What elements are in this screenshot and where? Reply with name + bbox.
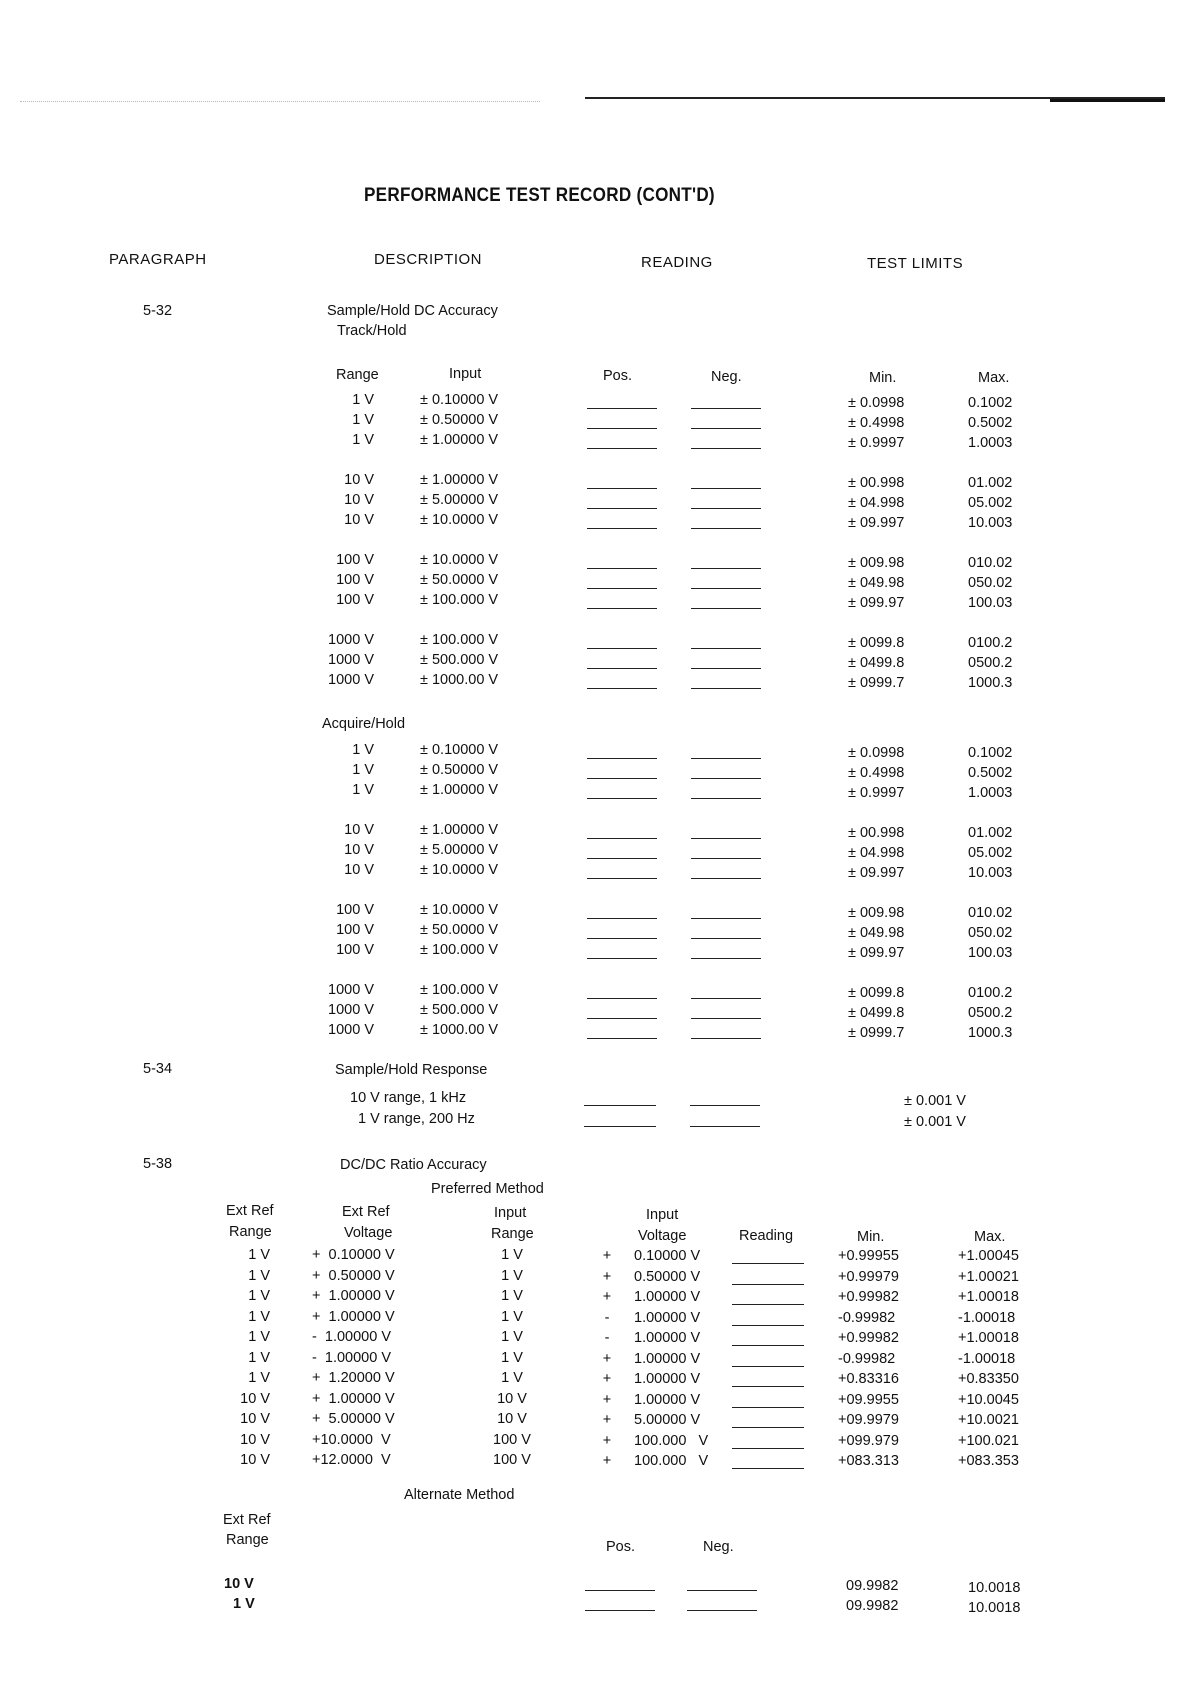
- input-cell: ± 1.00000 V: [420, 822, 499, 838]
- max-limit-cell: +100.021: [958, 1432, 1019, 1449]
- max-limit-cell: 0.5002: [968, 765, 1013, 781]
- range-cell: 1000 V: [328, 652, 374, 668]
- max-limit-cell: 01.002: [968, 475, 1013, 491]
- range-cell: 100 V: [336, 942, 374, 958]
- reading-blank[interactable]: [732, 1284, 804, 1285]
- response-label: 10 V range, 1 kHz: [350, 1090, 467, 1106]
- extref-range-cell: 1 V: [248, 1267, 270, 1284]
- col-header-description: DESCRIPTION: [374, 251, 483, 268]
- range-cell: 1000 V: [328, 1002, 374, 1018]
- input-cell: ± 1000.00 V: [420, 1022, 499, 1038]
- reading-blank[interactable]: [732, 1386, 804, 1387]
- range-cell: 1 V: [352, 412, 374, 428]
- min-limit-cell: +099.979: [838, 1432, 899, 1449]
- min-limit-cell: ± 099.97: [848, 945, 905, 961]
- min-limit-cell: +0.99979: [838, 1268, 899, 1285]
- input-cell: ± 100.000 V: [420, 942, 499, 958]
- neg-reading-blank[interactable]: [687, 1610, 757, 1611]
- pos-reading-blank[interactable]: [587, 998, 657, 999]
- method-title: Alternate Method: [404, 1487, 515, 1503]
- extref-voltage-cell: + 5.00000 V: [312, 1411, 395, 1427]
- neg-reading-blank[interactable]: [691, 568, 761, 569]
- max-limit-cell: 0500.2: [968, 655, 1013, 671]
- max-limit-cell: 050.02: [968, 575, 1013, 591]
- neg-reading-blank[interactable]: [691, 508, 761, 509]
- pos-reading-blank[interactable]: [587, 798, 657, 799]
- input-voltage-cell: 100.000 V: [634, 1453, 709, 1469]
- extref-voltage-cell: + 0.10000 V: [312, 1247, 395, 1263]
- max-limit-cell: 100.03: [968, 595, 1013, 611]
- extref-voltage-cell: - 1.00000 V: [312, 1329, 391, 1345]
- input-cell: ± 0.50000 V: [420, 762, 499, 778]
- max-limit-cell: 05.002: [968, 495, 1013, 511]
- input-voltage-cell: 1.00000 V: [634, 1309, 701, 1326]
- min-limit-cell: +0.83316: [838, 1371, 899, 1387]
- input-range-cell: 1 V: [501, 1308, 523, 1325]
- reading-blank[interactable]: [732, 1345, 804, 1346]
- extref-range-cell: 10 V: [240, 1452, 270, 1468]
- pos-reading-blank[interactable]: [587, 858, 657, 859]
- max-limit-cell: 100.03: [968, 945, 1013, 961]
- extref-range-cell: 1 V: [248, 1288, 270, 1304]
- neg-reading-blank[interactable]: [691, 878, 761, 879]
- max-limit-cell: +1.00018: [958, 1330, 1019, 1346]
- max-limit-cell: 10.003: [968, 865, 1013, 881]
- max-limit-cell: +1.00018: [958, 1289, 1019, 1305]
- paragraph-number: 5-32: [143, 303, 173, 319]
- min-limit-cell: 09.9982: [846, 1578, 899, 1594]
- col-extref-voltage: Ext Ref: [342, 1204, 390, 1220]
- neg-reading-blank[interactable]: [691, 1018, 761, 1019]
- min-limit-cell: ± 0099.8: [848, 985, 905, 1001]
- input-sign-cell: +: [602, 1412, 612, 1428]
- min-limit-cell: ± 099.97: [848, 595, 905, 611]
- col-header-reading: READING: [641, 254, 713, 271]
- input-voltage-cell: 5.00000 V: [634, 1412, 701, 1428]
- pos-reading-blank[interactable]: [587, 588, 657, 589]
- input-cell: ± 100.000 V: [420, 982, 499, 998]
- pos-reading-blank[interactable]: [584, 1105, 656, 1106]
- min-limit-cell: +09.9955: [838, 1391, 899, 1408]
- min-limit-cell: -0.99982: [838, 1309, 896, 1326]
- max-limit-cell: -1.00018: [958, 1350, 1016, 1367]
- input-voltage-cell: 1.00000 V: [634, 1391, 701, 1408]
- neg-reading-blank[interactable]: [691, 938, 761, 939]
- input-range-cell: 1 V: [501, 1267, 523, 1284]
- scan-noise: [20, 101, 540, 102]
- input-cell: ± 10.0000 V: [420, 902, 499, 918]
- col-range: Range: [336, 367, 379, 383]
- pos-reading-blank[interactable]: [587, 958, 657, 959]
- input-voltage-cell: 1.00000 V: [634, 1371, 701, 1387]
- range-cell: 100 V: [336, 592, 374, 608]
- range-cell: 1 V: [352, 432, 374, 448]
- min-limit-cell: ± 09.997: [848, 865, 905, 881]
- pos-reading-blank[interactable]: [585, 1610, 655, 1611]
- section-title: Sample/Hold DC Accuracy: [327, 303, 498, 319]
- reading-blank[interactable]: [732, 1407, 804, 1408]
- range-cell: 1000 V: [328, 1022, 374, 1038]
- col-max: Max.: [978, 370, 1010, 386]
- page-title: PERFORMANCE TEST RECORD (CONT'D): [364, 185, 715, 206]
- min-limit-cell: +0.99982: [838, 1330, 899, 1346]
- neg-reading-blank[interactable]: [690, 1126, 760, 1127]
- max-limit-cell: 1000.3: [968, 675, 1013, 691]
- max-limit-cell: 10.0018: [968, 1600, 1021, 1616]
- input-range-cell: 100 V: [493, 1431, 531, 1448]
- input-cell: ± 5.00000 V: [420, 492, 499, 508]
- min-limit-cell: ± 009.98: [848, 555, 905, 571]
- reading-blank[interactable]: [732, 1304, 804, 1305]
- pos-reading-blank[interactable]: [587, 508, 657, 509]
- input-sign-cell: +: [602, 1268, 612, 1285]
- min-limit-cell: ± 0999.7: [848, 1025, 905, 1041]
- input-voltage-cell: 1.00000 V: [634, 1350, 701, 1367]
- extref-range-cell: 10 V: [240, 1431, 270, 1448]
- min-limit-cell: ± 0099.8: [848, 635, 905, 651]
- min-limit-cell: ± 0.0998: [848, 395, 905, 411]
- input-range-cell: 1 V: [501, 1247, 523, 1263]
- input-sign-cell: +: [602, 1371, 612, 1387]
- neg-reading-blank[interactable]: [691, 778, 761, 779]
- limit-cell: ± 0.001 V: [904, 1093, 966, 1109]
- input-range-cell: 100 V: [493, 1452, 531, 1468]
- col-pos: Pos.: [606, 1539, 636, 1555]
- neg-reading-blank[interactable]: [691, 758, 761, 759]
- min-limit-cell: ± 0.9997: [848, 785, 905, 801]
- input-voltage-cell: 0.10000 V: [634, 1248, 701, 1264]
- limit-cell: ± 0.001 V: [904, 1114, 966, 1130]
- input-cell: ± 1.00000 V: [420, 432, 499, 448]
- extref-voltage-cell: + 1.00000 V: [312, 1390, 395, 1407]
- pos-reading-blank[interactable]: [587, 838, 657, 839]
- pos-reading-blank[interactable]: [587, 1018, 657, 1019]
- max-limit-cell: 0100.2: [968, 985, 1013, 1001]
- max-limit-cell: 1.0003: [968, 785, 1013, 801]
- max-limit-cell: 0.1002: [968, 395, 1013, 411]
- col-neg: Neg.: [711, 369, 742, 385]
- range-cell: 10 V: [344, 842, 374, 858]
- max-limit-cell: 0500.2: [968, 1005, 1013, 1021]
- pos-reading-blank[interactable]: [587, 448, 657, 449]
- reading-blank[interactable]: [732, 1468, 804, 1469]
- range-cell: 1000 V: [328, 982, 374, 998]
- neg-reading-blank[interactable]: [691, 448, 761, 449]
- pos-reading-blank[interactable]: [587, 648, 657, 649]
- input-range-cell: 1 V: [501, 1349, 523, 1366]
- range-cell: 10 V: [344, 862, 374, 878]
- input-range-cell: 1 V: [501, 1288, 523, 1304]
- neg-reading-blank[interactable]: [691, 488, 761, 489]
- input-cell: ± 50.0000 V: [420, 572, 499, 588]
- extref-range-cell: 1 V: [248, 1370, 270, 1386]
- extref-range-cell: 1 V: [248, 1247, 270, 1263]
- col-extref-range: Range: [229, 1224, 272, 1240]
- range-cell: 1 V: [352, 392, 374, 408]
- input-cell: ± 1000.00 V: [420, 672, 499, 688]
- extref-range-cell: 1 V: [248, 1349, 270, 1366]
- input-cell: ± 50.0000 V: [420, 922, 499, 938]
- extref-range-cell: 10 V: [240, 1390, 270, 1407]
- paragraph-number: 5-34: [143, 1061, 173, 1077]
- neg-reading-blank[interactable]: [691, 1038, 761, 1039]
- max-limit-cell: 010.02: [968, 905, 1013, 921]
- input-cell: ± 10.0000 V: [420, 862, 499, 878]
- input-sign-cell: +: [602, 1391, 612, 1408]
- max-limit-cell: +10.0021: [958, 1412, 1019, 1428]
- min-limit-cell: ± 0499.8: [848, 655, 905, 671]
- min-limit-cell: ± 04.998: [848, 845, 905, 861]
- input-sign-cell: -: [604, 1330, 610, 1346]
- input-range-cell: 10 V: [497, 1411, 527, 1427]
- range-cell: 1 V: [352, 742, 374, 758]
- neg-reading-blank[interactable]: [691, 428, 761, 429]
- col-extref-range: Ext Ref: [226, 1203, 274, 1219]
- input-sign-cell: +: [602, 1432, 612, 1449]
- response-label: 1 V range, 200 Hz: [358, 1111, 475, 1127]
- min-limit-cell: +0.99955: [838, 1248, 899, 1264]
- input-cell: ± 500.000 V: [420, 1002, 499, 1018]
- min-limit-cell: +083.313: [838, 1453, 899, 1469]
- max-limit-cell: 010.02: [968, 555, 1013, 571]
- extref-voltage-cell: + 1.00000 V: [312, 1308, 395, 1325]
- max-limit-cell: 050.02: [968, 925, 1013, 941]
- input-range-cell: 1 V: [501, 1370, 523, 1386]
- min-limit-cell: ± 0499.8: [848, 1005, 905, 1021]
- col-pos: Pos.: [603, 368, 633, 384]
- extref-voltage-cell: + 1.00000 V: [312, 1288, 395, 1304]
- input-sign-cell: +: [602, 1248, 612, 1264]
- max-limit-cell: 1000.3: [968, 1025, 1013, 1041]
- input-voltage-cell: 1.00000 V: [634, 1330, 701, 1346]
- col-extref-range: Range: [226, 1532, 269, 1548]
- neg-reading-blank[interactable]: [691, 958, 761, 959]
- min-limit-cell: 09.9982: [846, 1598, 899, 1614]
- input-voltage-cell: 0.50000 V: [634, 1268, 701, 1285]
- input-sign-cell: -: [604, 1309, 610, 1326]
- extref-range-cell: 1 V: [233, 1596, 255, 1612]
- input-cell: ± 1.00000 V: [420, 472, 499, 488]
- neg-reading-blank[interactable]: [691, 608, 761, 609]
- extref-voltage-cell: + 1.20000 V: [312, 1370, 395, 1386]
- min-limit-cell: ± 0.9997: [848, 435, 905, 451]
- reading-blank[interactable]: [732, 1427, 804, 1428]
- extref-voltage-cell: + 0.50000 V: [312, 1267, 395, 1284]
- input-cell: ± 500.000 V: [420, 652, 499, 668]
- max-limit-cell: +0.83350: [958, 1371, 1019, 1387]
- pos-reading-blank[interactable]: [587, 938, 657, 939]
- min-limit-cell: ± 0999.7: [848, 675, 905, 691]
- col-extref-voltage: Voltage: [344, 1225, 393, 1241]
- range-cell: 10 V: [344, 492, 374, 508]
- neg-reading-blank[interactable]: [691, 408, 761, 409]
- col-reading: Reading: [739, 1228, 794, 1244]
- pos-reading-blank[interactable]: [587, 778, 657, 779]
- reading-blank[interactable]: [732, 1448, 804, 1449]
- neg-reading-blank[interactable]: [691, 648, 761, 649]
- min-limit-cell: +09.9979: [838, 1412, 899, 1428]
- neg-reading-blank[interactable]: [691, 838, 761, 839]
- max-limit-cell: +10.0045: [958, 1391, 1019, 1408]
- pos-reading-blank[interactable]: [587, 878, 657, 879]
- neg-reading-blank[interactable]: [691, 998, 761, 999]
- method-title: Preferred Method: [431, 1181, 544, 1197]
- col-header-test-limits: TEST LIMITS: [867, 255, 964, 272]
- input-sign-cell: +: [602, 1453, 612, 1469]
- pos-reading-blank[interactable]: [587, 488, 657, 489]
- input-voltage-cell: 1.00000 V: [634, 1289, 701, 1305]
- pos-reading-blank[interactable]: [587, 758, 657, 759]
- range-cell: 1 V: [352, 782, 374, 798]
- max-limit-cell: 0.1002: [968, 745, 1013, 761]
- extref-range-cell: 10 V: [224, 1576, 254, 1592]
- min-limit-cell: ± 09.997: [848, 515, 905, 531]
- pos-reading-blank[interactable]: [587, 608, 657, 609]
- range-cell: 10 V: [344, 512, 374, 528]
- max-limit-cell: +1.00021: [958, 1268, 1019, 1285]
- max-limit-cell: -1.00018: [958, 1309, 1016, 1326]
- input-cell: ± 1.00000 V: [420, 782, 499, 798]
- min-limit-cell: ± 049.98: [848, 925, 905, 941]
- range-cell: 100 V: [336, 922, 374, 938]
- max-limit-cell: +083.353: [958, 1453, 1019, 1469]
- max-limit-cell: +1.00045: [958, 1248, 1019, 1264]
- min-limit-cell: +0.99982: [838, 1289, 899, 1305]
- reading-blank[interactable]: [732, 1366, 804, 1367]
- input-sign-cell: +: [602, 1289, 612, 1305]
- range-cell: 1000 V: [328, 672, 374, 688]
- input-cell: ± 0.50000 V: [420, 412, 499, 428]
- min-limit-cell: ± 0.4998: [848, 765, 905, 781]
- min-limit-cell: ± 00.998: [848, 475, 905, 491]
- pos-reading-blank[interactable]: [587, 1038, 657, 1039]
- max-limit-cell: 1.0003: [968, 435, 1013, 451]
- neg-reading-blank[interactable]: [691, 588, 761, 589]
- max-limit-cell: 05.002: [968, 845, 1013, 861]
- input-cell: ± 5.00000 V: [420, 842, 499, 858]
- subsection-title: Acquire/Hold: [322, 716, 406, 732]
- pos-reading-blank[interactable]: [587, 528, 657, 529]
- neg-reading-blank[interactable]: [687, 1590, 757, 1591]
- col-extref-range: Ext Ref: [223, 1512, 271, 1528]
- pos-reading-blank[interactable]: [587, 688, 657, 689]
- input-cell: ± 0.10000 V: [420, 392, 499, 408]
- min-limit-cell: ± 0.0998: [848, 745, 905, 761]
- neg-reading-blank[interactable]: [690, 1105, 760, 1106]
- header-rule-thick: [1050, 99, 1165, 102]
- range-cell: 10 V: [344, 822, 374, 838]
- range-cell: 1 V: [352, 762, 374, 778]
- pos-reading-blank[interactable]: [587, 568, 657, 569]
- extref-voltage-cell: +10.0000 V: [312, 1431, 391, 1448]
- range-cell: 100 V: [336, 552, 374, 568]
- input-cell: ± 0.10000 V: [420, 742, 499, 758]
- neg-reading-blank[interactable]: [691, 918, 761, 919]
- section-title: DC/DC Ratio Accuracy: [340, 1157, 487, 1173]
- min-limit-cell: ± 0.4998: [848, 415, 905, 431]
- col-input-range: Input: [494, 1205, 527, 1221]
- section-title: Sample/Hold Response: [335, 1062, 488, 1078]
- input-cell: ± 10.0000 V: [420, 552, 499, 568]
- col-input: Input: [449, 366, 482, 382]
- input-range-cell: 1 V: [501, 1329, 523, 1345]
- reading-blank[interactable]: [732, 1325, 804, 1326]
- neg-reading-blank[interactable]: [691, 858, 761, 859]
- neg-reading-blank[interactable]: [691, 798, 761, 799]
- pos-reading-blank[interactable]: [587, 668, 657, 669]
- pos-reading-blank[interactable]: [587, 408, 657, 409]
- pos-reading-blank[interactable]: [584, 1126, 656, 1127]
- max-limit-cell: 10.0018: [968, 1580, 1021, 1596]
- input-cell: ± 100.000 V: [420, 592, 499, 608]
- min-limit-cell: ± 049.98: [848, 575, 905, 591]
- max-limit-cell: 0100.2: [968, 635, 1013, 651]
- subsection-title: Track/Hold: [337, 323, 407, 339]
- pos-reading-blank[interactable]: [587, 918, 657, 919]
- extref-range-cell: 10 V: [240, 1411, 270, 1427]
- neg-reading-blank[interactable]: [691, 668, 761, 669]
- pos-reading-blank[interactable]: [585, 1590, 655, 1591]
- reading-blank[interactable]: [732, 1263, 804, 1264]
- col-min: Min.: [857, 1229, 885, 1245]
- min-limit-cell: ± 00.998: [848, 825, 905, 841]
- extref-range-cell: 1 V: [248, 1308, 270, 1325]
- neg-reading-blank[interactable]: [691, 528, 761, 529]
- col-max: Max.: [974, 1229, 1006, 1245]
- neg-reading-blank[interactable]: [691, 688, 761, 689]
- max-limit-cell: 01.002: [968, 825, 1013, 841]
- max-limit-cell: 0.5002: [968, 415, 1013, 431]
- col-neg: Neg.: [703, 1539, 734, 1555]
- range-cell: 100 V: [336, 572, 374, 588]
- input-sign-cell: +: [602, 1350, 612, 1367]
- pos-reading-blank[interactable]: [587, 428, 657, 429]
- input-cell: ± 10.0000 V: [420, 512, 499, 528]
- col-input-voltage: Input: [646, 1207, 679, 1223]
- input-voltage-cell: 100.000 V: [634, 1432, 709, 1449]
- max-limit-cell: 10.003: [968, 515, 1013, 531]
- extref-voltage-cell: +12.0000 V: [312, 1452, 391, 1468]
- paragraph-number: 5-38: [143, 1156, 173, 1172]
- col-min: Min.: [869, 370, 897, 386]
- input-range-cell: 10 V: [497, 1390, 527, 1407]
- extref-range-cell: 1 V: [248, 1329, 270, 1345]
- col-header-paragraph: PARAGRAPH: [109, 251, 207, 268]
- min-limit-cell: ± 009.98: [848, 905, 905, 921]
- col-input-range: Range: [491, 1226, 534, 1242]
- col-input-voltage: Voltage: [638, 1228, 687, 1244]
- range-cell: 1000 V: [328, 632, 374, 648]
- min-limit-cell: ± 04.998: [848, 495, 905, 511]
- input-cell: ± 100.000 V: [420, 632, 499, 648]
- range-cell: 10 V: [344, 472, 374, 488]
- range-cell: 100 V: [336, 902, 374, 918]
- min-limit-cell: -0.99982: [838, 1350, 896, 1367]
- extref-voltage-cell: - 1.00000 V: [312, 1349, 391, 1366]
